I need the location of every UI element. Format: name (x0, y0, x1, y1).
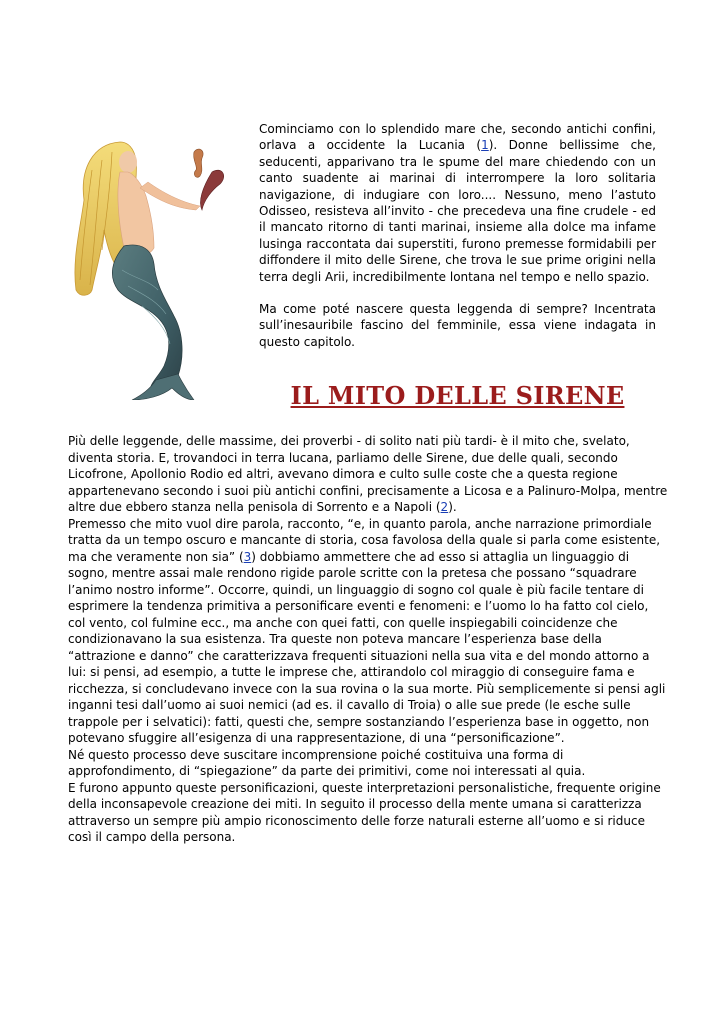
mermaid-fin (132, 374, 194, 400)
body-paragraph-1: Più delle leggende, delle massime, dei proverbi - di solito nati più tardi- è il mito che, svelato, diventa storia. E, trovandoci in terra lucana, parliamo delle Sirene, due delle quali, secondo Licofrone, Apollonio Rodio ed altri, avevano dimora e culto sulle coste che a questa regione appartenevano secondo i suoi più antichi confini, precisamente a Licosa e a Palinuro-Molpa, mentre altre due ebbero stanza nella penisola di Sorrento e a Napoli (2). (68, 434, 668, 514)
seahorse-icon (194, 149, 204, 177)
intro-text (259, 121, 656, 366)
footnote-link-2[interactable]: 2 (440, 500, 449, 514)
body-text (68, 433, 668, 846)
intro-paragraph-2: Ma come poté nascere questa leggenda di sempre? Incentrata sull’inesauribile fascino del femminile, essa viene indagata in questo capitolo. (259, 302, 656, 349)
body-paragraph-3: Né questo processo deve suscitare incomprensione poiché costituiva una forma di approfondimento, di “spiegazione” da parte dei primitivi, come noi interessati al quia. (68, 747, 586, 778)
footnote-link-3[interactable]: 3 (243, 549, 252, 564)
fish-icon (200, 170, 223, 210)
footnote-link-1[interactable]: 1 (481, 138, 489, 153)
page-title: IL MITO DELLE SIRENE (290, 381, 625, 410)
body-paragraph-4: E furono appunto queste personificazioni, queste interpretazioni personalistiche, frequente origine della inconsapevole creazione dei miti. In seguito il processo della mente umana si caratterizza attraverso un sempre più ampio riconoscimento delle forze naturali esterne all’uomo e si riduce così il campo della persona. (68, 780, 661, 844)
mermaid-tail (112, 245, 182, 394)
intro-paragraph-1: Cominciamo con lo splendido mare che, secondo antichi confini, orlava a occidente la Lucania (1). Donne bellissime che, seducenti, apparivano tra le spume del mare chiedendo con un canto suadente ai marinai di interrompere la loro solitaria navigazione, di indugiare con loro.... Nessuno, meno l’astuto Odisseo, resisteva all’invito - che precedeva una fine crudele - ed il mancato ritorno di tanti marinai, insieme alla dolce ma infame lusinga raccontata dai superstiti, furono premesse formidabili per diffondere il mito delle Sirene, che trova le sue prime origini nella terra degli Arii, incredibilmente lontana nel tempo e nello spazio. (259, 122, 656, 284)
body-paragraph-2: Premesso che mito vuol dire parola, racconto, “e, in quanto parola, anche narrazione primordiale tratta da un tempo oscuro e mancante di storia, cosa favolosa della quale si parla come esistente, ma che veramente non sia” (3) dobbiamo ammettere che ad esso si attaglia un linguaggio di sogno, mentre assai male rendono rigide parole scritte con la pretesa che possano “squadrare l’animo nostro informe”. Occorre, quindi, un linguaggio di sogno col quale è più facile tentare di esprimere la tendenza primitiva a personificare eventi e fenomeni: e l’uomo lo ha fatto col cielo, col vento, col fulmine ecc., ma anche con quei fatti, con quelle inspiegabili coincidenze che condizionavano la sua esistenza. Tra queste non poteva mancare l’esperienza base della “attrazione e danno” che caratterizzava frequenti situazioni nella sua vita e del mondo attorno a lui: si pensi, ad esempio, a tutte le imprese che, attirandolo col miraggio di conseguire fama e ricchezza, si concludevano invece con la sua rovina o la sua morte. Più semplicemente si pensi agli inganni tesi dall’uomo ai suoi nemici (ad es. il cavallo di Troia) o alle sue prede (le esche sulle trappole per i selvatici): fatti, questi che, sempre sostanziando l’esperienza base in oggetto, non potevano sfuggire all’esigenza di una rappresentazione, di una “personificazione”. (68, 516, 666, 745)
mermaid-illustration (62, 130, 252, 400)
